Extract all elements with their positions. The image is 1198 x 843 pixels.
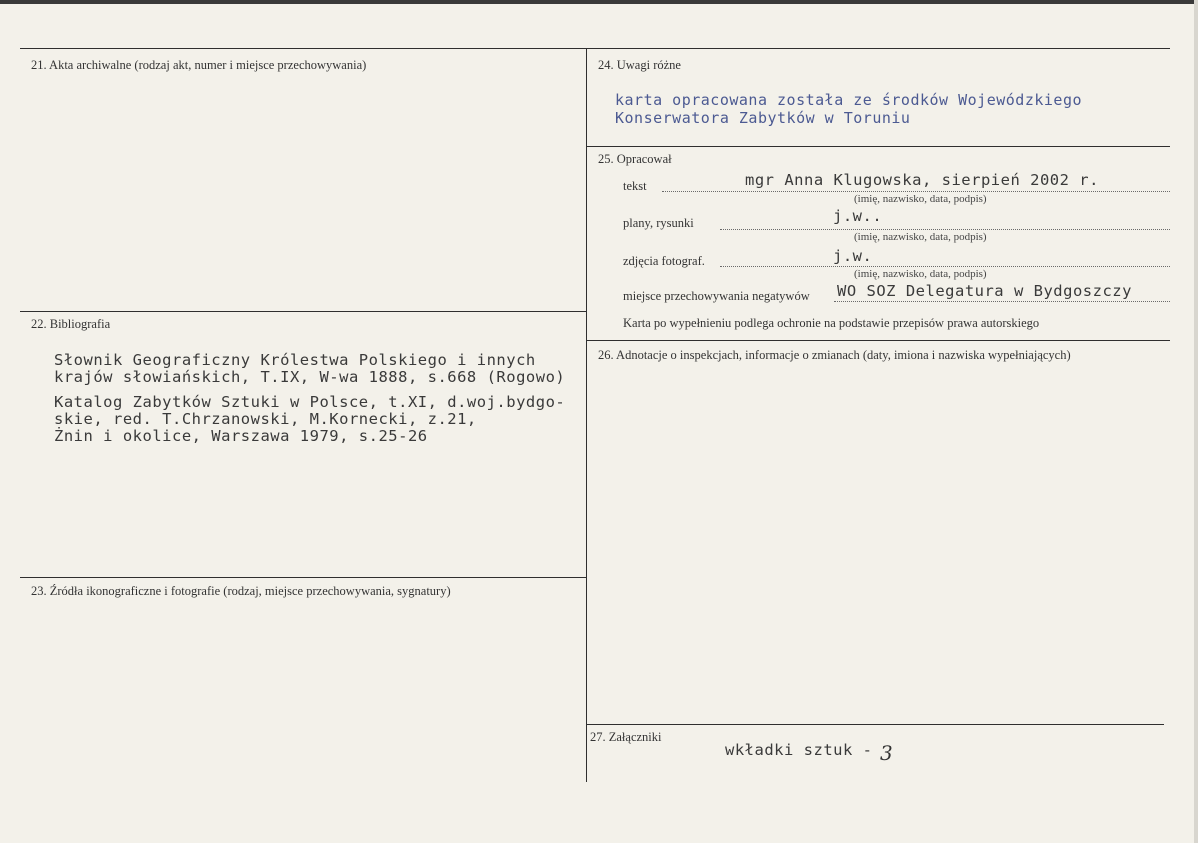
bibliography-line: Katalog Zabytków Sztuki w Polsce, t.XI, d.woj.bydgo-	[54, 393, 566, 411]
section-22-label: 22. Bibliografia	[31, 317, 111, 331]
negatywy-dotted-line	[834, 301, 1170, 302]
tekst-dotted-line	[662, 191, 1170, 192]
section-24-label: 24. Uwagi różne	[598, 58, 681, 72]
plany-dotted-line	[720, 229, 1170, 230]
rule-24-25	[586, 146, 1170, 147]
tekst-value: mgr Anna Klugowska, sierpień 2002 r.	[745, 171, 1099, 189]
attachments-count-handwritten: 3	[880, 741, 893, 765]
funding-stamp-line: karta opracowana została ze środków Wojewódzkiego	[615, 91, 1083, 109]
zdjecia-hint: (imię, nazwisko, data, podpis)	[854, 268, 987, 280]
bibliography-line: krajów słowiańskich, T.IX, W-wa 1888, s.668 (Rogowo)	[54, 368, 566, 386]
rule-26-27	[586, 724, 1164, 725]
rule-top	[20, 48, 1170, 49]
plany-hint: (imię, nazwisko, data, podpis)	[854, 231, 987, 243]
zdjecia-value: j.w.	[833, 247, 873, 265]
funding-stamp-line: Konserwatora Zabytków w Toruniu	[615, 109, 911, 127]
section-25-label: 25. Opracował	[598, 152, 672, 166]
bibliography-line: Żnin i okolice, Warszawa 1979, s.25-26	[54, 427, 428, 445]
section-27-label: 27. Załączniki	[590, 730, 662, 744]
scan-edge-top	[0, 0, 1198, 4]
bibliography-line: Słownik Geograficzny Królestwa Polskiego i innych	[54, 351, 536, 369]
zdjecia-label: zdjęcia fotograf.	[623, 254, 705, 268]
plany-value: j.w..	[833, 207, 883, 225]
zdjecia-dotted-line	[720, 266, 1170, 267]
rule-22-23	[20, 577, 586, 578]
negatywy-label: miejsce przechowywania negatywów	[623, 289, 810, 303]
negatywy-value: WO SOZ Delegatura w Bydgoszczy	[837, 282, 1132, 300]
plany-label: plany, rysunki	[623, 216, 694, 230]
section-26-label: 26. Adnotacje o inspekcjach, informacje o zmianach (daty, imiona i nazwiska wypełniających)	[598, 348, 1071, 362]
tekst-hint: (imię, nazwisko, data, podpis)	[854, 193, 987, 205]
section-21-label: 21. Akta archiwalne (rodzaj akt, numer i miejsce przechowywania)	[31, 58, 367, 72]
scan-edge-right	[1194, 0, 1198, 843]
attachments-value: wkładki sztuk -	[725, 741, 873, 759]
bibliography-line: skie, red. T.Chrzanowski, M.Kornecki, z.21,	[54, 410, 477, 428]
copyright-note: Karta po wypełnieniu podlega ochronie na podstawie przepisów prawa autorskiego	[623, 316, 1040, 330]
rule-25-26	[586, 340, 1170, 341]
tekst-label: tekst	[623, 179, 647, 193]
column-divider	[586, 48, 587, 782]
rule-21-22	[20, 311, 586, 312]
section-23-label: 23. Źródła ikonograficzne i fotografie (rodzaj, miejsce przechowywania, sygnatury)	[31, 584, 451, 598]
